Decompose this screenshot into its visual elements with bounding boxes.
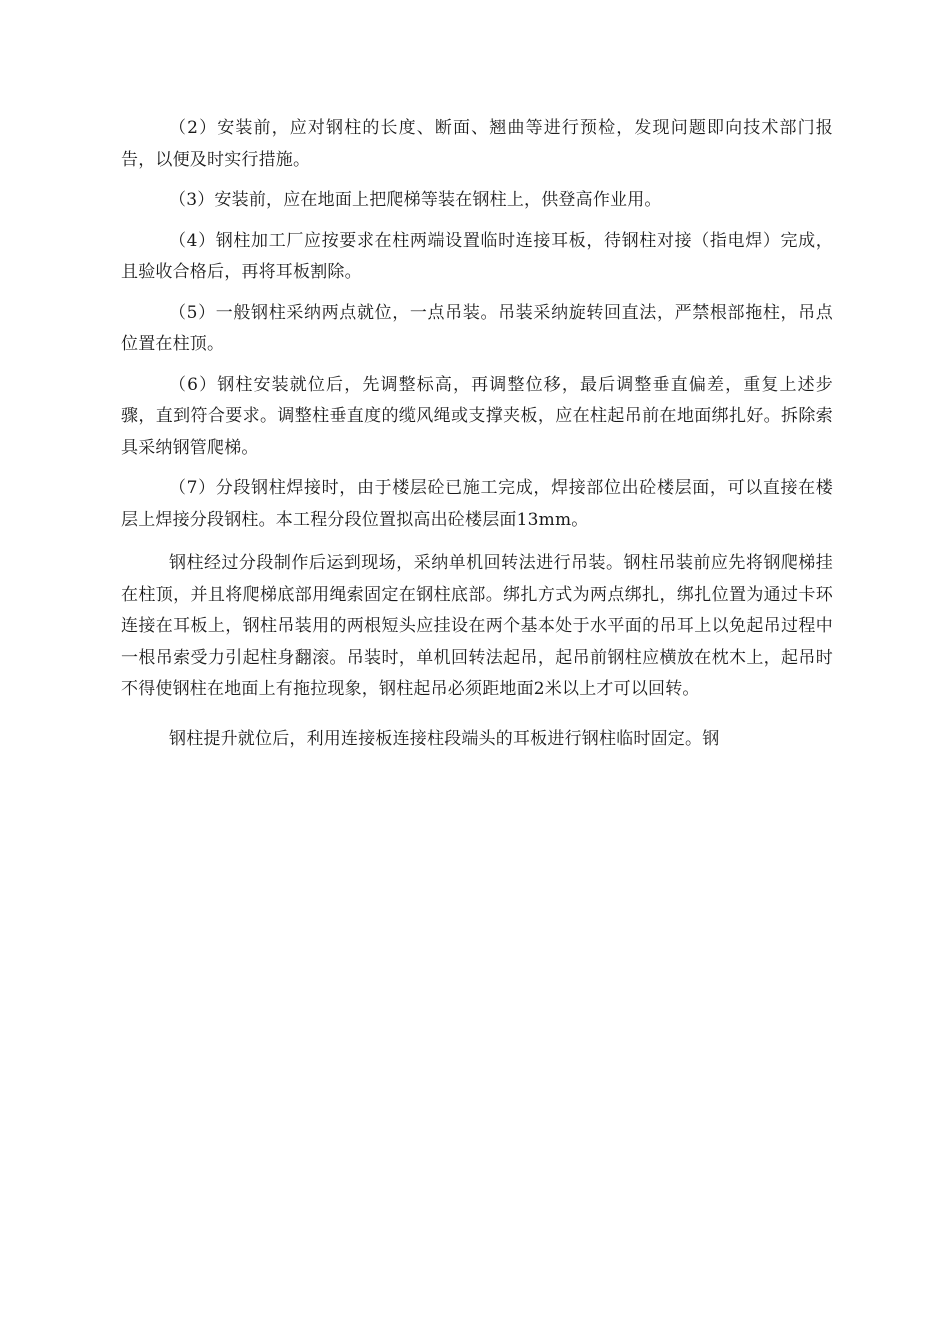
paragraph-step-3: （3）安装前，应在地面上把爬梯等装在钢柱上，供登高作业用。	[169, 190, 662, 210]
paragraph-step-6: （6）钢柱安装就位后，先调整标高，再调整位移，最后调整垂直偏差，重复上述步骤，直到符合要求。调整柱垂直度的缆风绳或支撑夹板，应在柱起吊前在地面绑扎好。拆除索具采纳钢管爬梯。	[121, 374, 833, 458]
paragraph-step-2: （2）安装前，应对钢柱的长度、断面、翘曲等进行预检，发现问题即向技术部门报告，以便及时实行措施。	[121, 118, 833, 170]
document-body	[121, 113, 833, 755]
paragraph-step-7: （7）分段钢柱焊接时，由于楼层砼已施工完成，焊接部位出砼楼层面，可以直接在楼层上焊接分段钢柱。本工程分段位置拟高出砼楼层面13mm。	[121, 478, 833, 530]
paragraph-temporary-fixing: 钢柱提升就位后，利用连接板连接柱段端头的耳板进行钢柱临时固定。钢	[169, 728, 720, 749]
paragraph-hoisting-method: 钢柱经过分段制作后运到现场，采纳单机回转法进行吊装。钢柱吊装前应先将钢爬梯挂在柱顶，并且将爬梯底部用绳索固定在钢柱底部。绑扎方式为两点绑扎，绑扎位置为通过卡环连接在耳板上，钢柱吊装用的两根短头应挂设在两个基本处于水平面的吊耳上以免起吊过程中一根吊索受力引起柱身翻滚。吊装时，单机回转法起吊，起吊前钢柱应横放在枕木上，起吊时不得使钢柱在地面上有拖拉现象，钢柱起吊必须距地面2米以上才可以回转。	[121, 553, 833, 699]
paragraph-step-4: （4）钢柱加工厂应按要求在柱两端设置临时连接耳板，待钢柱对接（指电焊）完成，且验收合格后，再将耳板割除。	[121, 230, 833, 282]
paragraph-step-5: （5）一般钢柱采纳两点就位，一点吊装。吊装采纳旋转回直法，严禁根部拖柱，吊点位置在柱顶。	[121, 302, 833, 354]
